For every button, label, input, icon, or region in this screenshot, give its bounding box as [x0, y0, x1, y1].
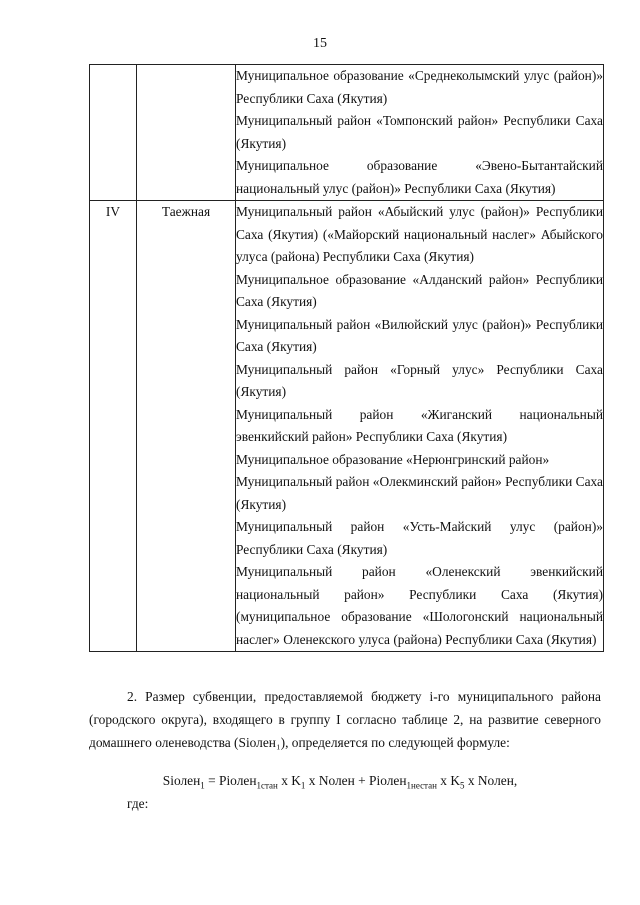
municipality-table — [89, 64, 604, 652]
page-number: 15 — [313, 36, 327, 51]
municipality-entry: Муниципальное образование «Алданский район» Республики Саха (Якутия) — [236, 271, 603, 309]
municipality-entry: Муниципальный район «Томпонский район» Республики Саха (Якутия) — [236, 113, 603, 151]
formula — [0, 771, 640, 796]
formula-op2: x Nолен + — [305, 773, 370, 788]
municipality-entry: Муниципальный район «Вилюйский улус (район)» Республики Саха (Якутия) — [236, 316, 603, 354]
table-row — [90, 201, 604, 652]
formula-term2-sub: 1нестан — [406, 780, 437, 791]
formula-op4: x Nолен, — [464, 773, 518, 788]
formula-op1: x K — [277, 773, 301, 788]
formula-term1-sub: 1стан — [256, 780, 278, 791]
municipality-entry: Муниципальное образование «Нерюнгринский район» — [236, 451, 550, 467]
municipality-list-cell — [236, 201, 604, 652]
formula-lhs: Siолен — [162, 773, 201, 788]
body-paragraph: 2. Размер субвенции, предоставляемой бюджету i-го муниципального района (городского округа), входящего в группу I согласно таблице 2, на развитие северного домашнего оленеводства (Siолен₁), определяется по следующей формуле: — [89, 689, 601, 750]
municipality-entry: Муниципальный район «Олекминский район» Республики Саха (Якутия) — [236, 474, 603, 512]
municipality-entry: Муниципальный район «Жиганский национальный эвенкийский район» Республики Саха (Якутия) — [236, 406, 603, 444]
formula-k1-sub: 1 — [300, 780, 306, 791]
group-number-cell: IV — [90, 201, 137, 652]
municipality-entry: Муниципальное образование «Эвено-Бытантайский национальный улус (район)» Республики Саха (Якутия) — [236, 158, 603, 196]
table-body — [90, 65, 604, 652]
municipality-entry: Муниципальный район «Оленекский эвенкийский национальный район» Республики Саха (Якутия) (муниципальное образование «Шологонский национальный наслег» Оленекского улуса (района) Республики Саха (Якутия) — [236, 564, 603, 647]
table-row — [90, 65, 604, 201]
municipality-entry: Муниципальное образование «Среднеколымский улус (район)» Республики Саха (Якутия) — [236, 68, 603, 106]
municipality-entry: Муниципальный район «Абыйский улус (район)» Республики Саха (Якутия) («Майорский национальный наслег» Абыйского улуса (района) Республики Саха (Якутия) — [236, 204, 603, 264]
formula-op3: x K — [436, 773, 460, 788]
formula-term1: Piолен — [219, 773, 257, 788]
zone-cell: Таежная — [137, 201, 236, 652]
formula-eq: = — [204, 773, 220, 788]
municipality-entry: Муниципальный район «Горный улус» Республики Саха (Якутия) — [236, 361, 603, 399]
zone-cell — [137, 65, 236, 201]
formula-lhs-sub: 1 — [200, 780, 205, 791]
formula-term2: Piолен — [369, 773, 407, 788]
municipality-list-cell — [236, 65, 604, 201]
group-number-cell — [90, 65, 137, 201]
formula-k5-sub: 5 — [459, 780, 465, 791]
municipality-entry: Муниципальный район «Усть-Майский улус (район)» Республики Саха (Якутия) — [236, 519, 603, 557]
where-label: где: — [127, 796, 149, 811]
